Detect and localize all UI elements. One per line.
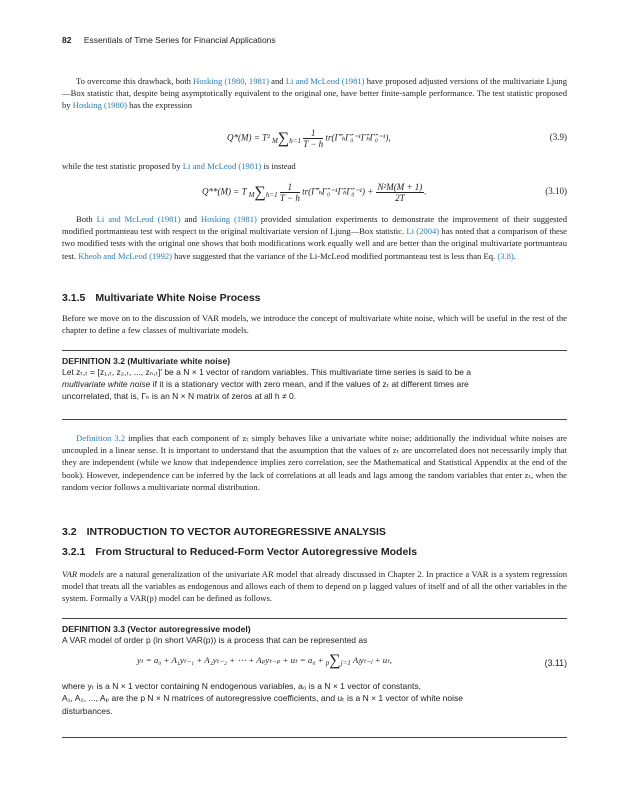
section-heading-3-2 bbox=[62, 526, 386, 538]
section-title: From Structural to Reduced-Form Vector Autoregressive Models bbox=[95, 546, 418, 558]
eq-lhs: yₜ = a₀ + A₁yₜ₋₁ + A₂yₜ₋₂ + ⋯ + Aₚyₜ₋ₚ + uₜ = a₀ + bbox=[137, 655, 324, 666]
paragraph-1 bbox=[62, 75, 567, 112]
eq-body: tr(Γ̂′ₕΓ̂₀⁻¹Γ̂ₕΓ̂₀⁻¹) + bbox=[302, 186, 374, 197]
eq-lhs: Q*(M) = T² bbox=[227, 132, 270, 143]
citation-link[interactable]: Li and McLeod (1981) bbox=[285, 76, 365, 86]
fraction: $\frac{1}{T - h}$ bbox=[279, 182, 300, 203]
sum-symbol: M∑h=1 bbox=[248, 183, 278, 201]
equation-link[interactable]: (3.8) bbox=[497, 250, 514, 261]
text: To overcome this drawback, both bbox=[76, 76, 194, 86]
section-number: 3.2 bbox=[62, 526, 77, 538]
running-header bbox=[62, 35, 276, 45]
equation-3-10: Q**(M) = T M∑h=1 $\frac{1}{T - h}$ tr(Γ̂′ₕΓ̂₀⁻¹Γ̂ₕΓ̂₀⁻¹) + $\frac{\text{N²M(M + 1)}}{2T}$ . (3.10) bbox=[202, 182, 567, 203]
text: have proposed adjusted versions of the multivariate Ljung—Box statistic that, despite being asymptotically equivalent to the original one, have better finite-sample performance. The test statistic proposed by bbox=[62, 76, 567, 111]
equation-number: (3.10) bbox=[545, 186, 567, 196]
fraction: $\frac{1}{T - h}$ bbox=[303, 128, 324, 149]
text: has the expression bbox=[126, 100, 193, 111]
text: is instead bbox=[261, 161, 296, 171]
paragraph-2 bbox=[62, 160, 567, 172]
section-title: INTRODUCTION TO VECTOR AUTOREGRESSIVE ANALYSIS bbox=[86, 526, 386, 538]
text: provided simulation experiments to demonstrate the improvement of their suggested modified portmanteau test with respect to the original multivariate version of Ljung—Box statistic. bbox=[62, 214, 567, 237]
eq-rhs: Aⱼyₜ₋ⱼ + uₜ, bbox=[352, 655, 392, 666]
paragraph-6 bbox=[62, 568, 567, 605]
section-heading-3-1-5 bbox=[62, 292, 261, 304]
definition-line: A₁, A₂, ..., Aₚ are the p N × N matrices of autoregressive coefficients, and uₜ is a N × 1 vector of white noise bbox=[62, 693, 463, 704]
fraction: $\frac{\text{N²M(M + 1)}}{2T}$ bbox=[377, 182, 423, 203]
section-number: 3.1.5 bbox=[62, 292, 86, 304]
section-title: Multivariate White Noise Process bbox=[95, 292, 261, 304]
definition-title: DEFINITION 3.2 (Multivariate white noise) bbox=[62, 356, 231, 366]
text: has noted that a comparison of these two modified tests with the original one shows that both modifications work equally well and are better than the original multivariate portmanteau test. bbox=[62, 226, 568, 261]
text: if it is a stationary vector with zero mean, and if the values of zₜ at different times are bbox=[150, 379, 469, 390]
running-title: Essentials of Time Series for Financial Applications bbox=[83, 35, 276, 45]
sum-symbol: M∑h=1 bbox=[272, 129, 302, 147]
definition-link[interactable]: Definition 3.2 bbox=[76, 433, 126, 443]
text: and bbox=[180, 214, 201, 224]
definition-line: Let zₜ,ₜ = [z₁,ₜ, z₂,ₜ, ..., zₙ,ₜ]′ be a N × 1 vector of random variables. This multivariate time series is said to be a bbox=[62, 367, 472, 377]
eq-lhs: Q**(M) = T bbox=[202, 186, 247, 197]
text: . bbox=[513, 250, 516, 261]
paragraph-3 bbox=[62, 213, 567, 262]
text: are a natural generalization of the univariate AR model that already discussed in Chapter 2. In practice a VAR is a system regression model that treats all the variables as endogenous and allows each of them to depend on p lagged values of itself and of all the other variables in the system. Formally a VAR(p) model can be defined as follows. bbox=[62, 569, 568, 604]
citation-link[interactable]: Kheoh and McLeod (1992) bbox=[78, 250, 173, 261]
section-heading-3-2-1 bbox=[62, 546, 417, 558]
text: implies that each component of zₜ simply behaves like a univariate white noise; additionally the individual white noises are uncoupled in a linear sense. It is important to understand that the assumption that the values of zₜ are uncorrelated does not necessarily imply that they are independent (while we know that independence implies zero correlation, see the Mathematical and Statistical Appendix at the end of the book). However, independence can be inferred by the lack of correlations at all leads and lags among the random variables that enter zₜ, when the random vector follows a multivariate normal distribution. bbox=[62, 433, 567, 492]
sum-symbol: p∑j=1 bbox=[325, 652, 351, 670]
paragraph-5 bbox=[62, 432, 567, 493]
text: Both bbox=[76, 214, 97, 224]
paragraph-4: Before we move on to the discussion of VAR models, we introduce the concept of multivariate white noise, which will be useful in the rest of the chapter to define a few classes of multivariate models. bbox=[62, 313, 567, 336]
text: have suggested that the variance of the Li-McLeod modified portmanteau test is less than Eq. bbox=[172, 250, 498, 261]
term: VAR models bbox=[62, 569, 104, 579]
citation-link[interactable]: Hosking (1981) bbox=[200, 214, 257, 224]
definition-line bbox=[62, 378, 567, 390]
section-number: 3.2.1 bbox=[62, 546, 86, 558]
definition-title: DEFINITION 3.3 (Vector autoregressive model) bbox=[62, 624, 251, 634]
equation-3-11 bbox=[62, 646, 567, 680]
definition-intro: A VAR model of order p (in short VAR(p)) is a process that can be represented as bbox=[62, 635, 368, 645]
citation-link[interactable]: Li and McLeod (1981) bbox=[96, 214, 181, 224]
definition-3-3-box bbox=[62, 618, 567, 738]
text: while the test statistic proposed by bbox=[62, 161, 183, 171]
definition-body bbox=[62, 366, 567, 403]
definition-line: uncorrelated, that is, Γₕ is an N × N matrix of zeros at all h ≠ 0. bbox=[62, 391, 297, 402]
citation-link[interactable]: Li and McLeod (1981) bbox=[182, 161, 262, 171]
citation-link[interactable]: Li (2004) bbox=[406, 226, 440, 237]
definition-line: disturbances. bbox=[62, 705, 113, 716]
citation-link[interactable]: Hosking (1980, 1981) bbox=[193, 76, 269, 86]
text: and bbox=[268, 76, 286, 86]
equation-number: (3.9) bbox=[549, 132, 567, 142]
definition-3-2-box bbox=[62, 350, 567, 420]
definition-body bbox=[62, 680, 567, 717]
definition-line: where yₜ is a N × 1 vector containing N endogenous variables, a₀ is a N × 1 vector of constants, bbox=[62, 681, 421, 692]
citation-link[interactable]: Hosking (1980) bbox=[72, 100, 127, 111]
term: multivariate white noise bbox=[62, 379, 151, 390]
eq-body: tr(Γ̂′ₕΓ̂₀⁻¹Γ̂ₕΓ̂₀⁻¹), bbox=[325, 132, 391, 143]
equation-3-9 bbox=[62, 120, 567, 154]
equation-number: (3.11) bbox=[544, 658, 567, 669]
page-number: 82 bbox=[62, 35, 72, 45]
